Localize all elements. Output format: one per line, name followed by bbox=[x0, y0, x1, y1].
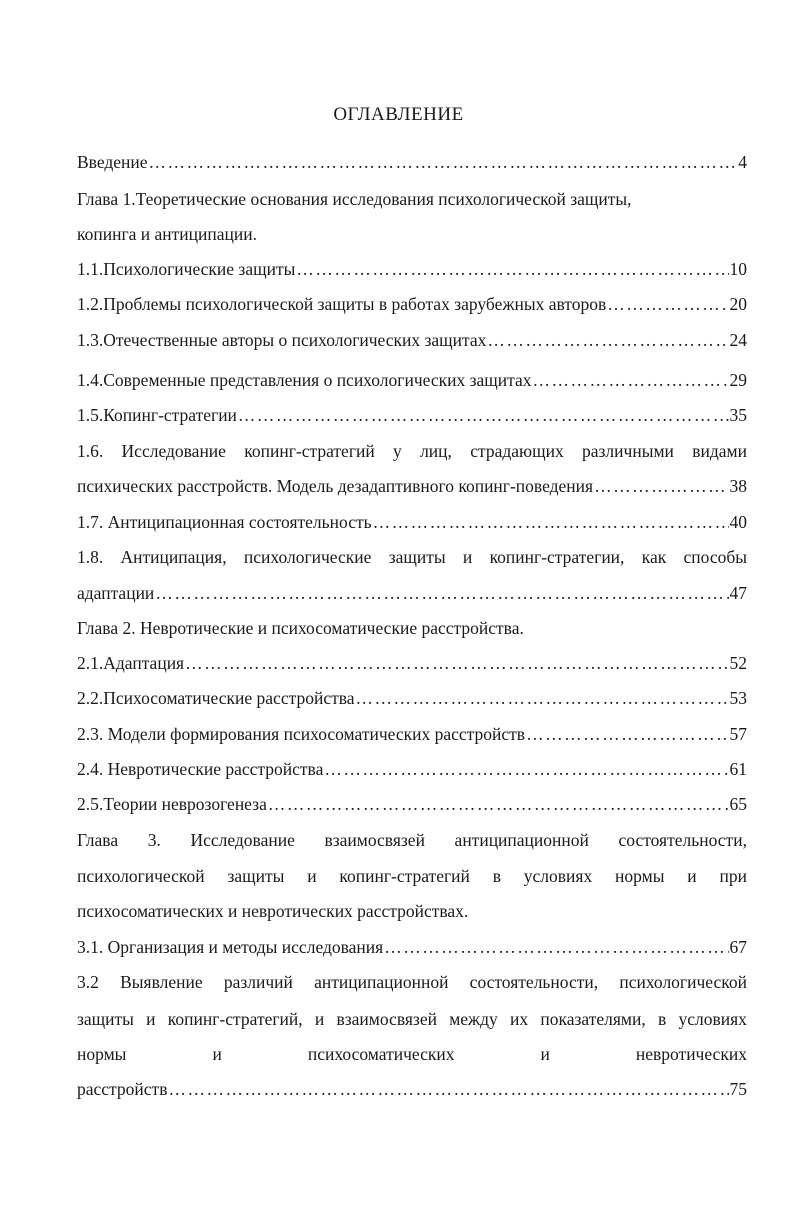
toc-entry-text: 2.1.Адаптация bbox=[77, 653, 185, 673]
toc-word: и bbox=[540, 1044, 550, 1064]
dot-leader bbox=[594, 474, 728, 498]
dot-leader bbox=[155, 581, 728, 605]
toc-word: защиты bbox=[227, 866, 285, 886]
toc-entry-1-6-line-2 bbox=[77, 474, 747, 498]
toc-word: условиях bbox=[523, 866, 593, 886]
dot-leader bbox=[356, 686, 729, 710]
toc-entry-text: 1.2.Проблемы психологической защиты в работах зарубежных авторов bbox=[77, 294, 607, 314]
toc-word: и bbox=[462, 547, 473, 567]
toc-page-number: 35 bbox=[729, 405, 747, 425]
toc-word: страдающих bbox=[470, 441, 564, 461]
toc-word: состоятельности, bbox=[618, 830, 747, 850]
toc-entry-text: 2.4. Невротические расстройства bbox=[77, 759, 324, 779]
dot-leader bbox=[373, 510, 729, 534]
toc-entry-text: 1.1.Психологические защиты bbox=[77, 259, 296, 279]
toc-word: антиципационной bbox=[314, 972, 449, 992]
dot-leader bbox=[607, 292, 728, 316]
toc-entry-1-8-line-2 bbox=[77, 581, 747, 605]
toc-chapter-1-title-line-2: копинга и антиципации. bbox=[77, 224, 257, 244]
toc-word: взаимосвязей bbox=[336, 1009, 437, 1029]
toc-page-number: 24 bbox=[729, 330, 747, 350]
toc-page-number: 61 bbox=[729, 759, 747, 779]
toc-word: нормы bbox=[615, 866, 665, 886]
dot-leader bbox=[296, 257, 728, 281]
toc-page-number: 38 bbox=[729, 476, 747, 496]
toc-page-number: 4 bbox=[738, 152, 747, 172]
toc-word: копинг-стратегии, bbox=[489, 547, 625, 567]
toc-entry-1-5 bbox=[77, 403, 747, 427]
toc-chapter-3-title-line-1 bbox=[77, 828, 747, 852]
toc-entry-2-4 bbox=[77, 757, 747, 781]
toc-entry-3-2-line-4 bbox=[77, 1077, 747, 1101]
dot-leader bbox=[268, 792, 729, 816]
toc-entry-3-2-line-1 bbox=[77, 970, 747, 994]
dot-leader bbox=[487, 328, 728, 352]
toc-entry-2-1 bbox=[77, 651, 747, 675]
toc-entry-1-3 bbox=[77, 328, 747, 352]
toc-entry-1-7 bbox=[77, 510, 747, 534]
toc-word: и bbox=[146, 1009, 156, 1029]
toc-word: защиты bbox=[77, 1009, 134, 1029]
toc-word: защиты bbox=[388, 547, 446, 567]
dot-leader bbox=[384, 935, 728, 959]
toc-word: при bbox=[719, 866, 747, 886]
toc-word: психологические bbox=[243, 547, 372, 567]
toc-word: психологической bbox=[619, 972, 747, 992]
toc-word: 1.8. bbox=[77, 547, 104, 567]
toc-entry-3-2-line-2 bbox=[77, 1007, 747, 1031]
toc-word: Выявление bbox=[120, 972, 203, 992]
toc-word: антиципационной bbox=[454, 830, 589, 850]
toc-entry-text: расстройств bbox=[77, 1079, 168, 1099]
toc-word: между bbox=[449, 1009, 498, 1029]
dot-leader bbox=[168, 1077, 728, 1101]
toc-word: в bbox=[657, 1009, 667, 1029]
toc-word: психосоматических bbox=[307, 1044, 455, 1064]
toc-word: копинг-стратегий bbox=[244, 441, 375, 461]
toc-page-number: 57 bbox=[729, 724, 747, 744]
toc-word: видами bbox=[692, 441, 747, 461]
toc-word: и bbox=[212, 1044, 222, 1064]
toc-word: и bbox=[687, 866, 697, 886]
toc-entry-intro bbox=[77, 150, 747, 174]
toc-entry-text: 2.2.Психосоматические расстройства bbox=[77, 688, 355, 708]
toc-entry-1-2 bbox=[77, 292, 747, 316]
toc-word: 3.2 bbox=[77, 972, 99, 992]
toc-entry-text: 1.5.Копинг-стратегии bbox=[77, 405, 237, 425]
toc-entry-2-5 bbox=[77, 792, 747, 816]
toc-entry-text: 2.3. Модели формирования психосоматических расстройств bbox=[77, 724, 526, 744]
toc-page-number: 10 bbox=[729, 259, 747, 279]
dot-leader bbox=[532, 368, 728, 392]
dot-leader bbox=[149, 150, 738, 174]
toc-chapter-3-title-line-3: психосоматических и невротических расстройствах. bbox=[77, 901, 469, 921]
toc-page-number: 40 bbox=[729, 512, 747, 532]
dot-leader bbox=[185, 651, 728, 675]
toc-word: показателями, bbox=[540, 1009, 646, 1029]
toc-word: психологической bbox=[77, 866, 205, 886]
toc-page-number: 29 bbox=[729, 370, 747, 390]
toc-entry-text: психических расстройств. Модель дезадаптивного копинг-поведения bbox=[77, 476, 594, 496]
toc-word: копинг-стратегий bbox=[339, 866, 470, 886]
toc-word: в bbox=[492, 866, 501, 886]
toc-entry-1-6-line-1 bbox=[77, 439, 747, 463]
toc-word: Исследование bbox=[121, 441, 226, 461]
toc-chapter-2-title: Глава 2. Невротические и психосоматические расстройства. bbox=[77, 618, 524, 638]
toc-page-number: 53 bbox=[729, 688, 747, 708]
toc-word: нормы bbox=[77, 1044, 127, 1064]
toc-word: и bbox=[314, 1009, 325, 1029]
toc-entry-3-2-line-3 bbox=[77, 1042, 747, 1066]
toc-page-number: 75 bbox=[729, 1079, 747, 1099]
toc-entry-2-3 bbox=[77, 722, 747, 746]
toc-page-number: 65 bbox=[729, 794, 747, 814]
toc-word: 3. bbox=[147, 830, 161, 850]
toc-word: различий bbox=[223, 972, 293, 992]
toc-word: Глава bbox=[77, 830, 119, 850]
toc-page-number: 47 bbox=[729, 583, 747, 603]
toc-word: способы bbox=[683, 547, 747, 567]
toc-word: Антиципация, bbox=[120, 547, 227, 567]
toc-entry-1-4 bbox=[77, 368, 747, 392]
toc-entry-text: 2.5.Теории неврозогенеза bbox=[77, 794, 267, 814]
toc-word: состоятельности, bbox=[469, 972, 599, 992]
toc-word: условиях bbox=[678, 1009, 747, 1029]
toc-page-number: 67 bbox=[729, 937, 747, 957]
toc-entry-text: Введение bbox=[77, 152, 148, 172]
toc-word: невротических bbox=[635, 1044, 747, 1064]
toc-word: как bbox=[641, 547, 667, 567]
toc-word: копинг-стратегий, bbox=[167, 1009, 303, 1029]
toc-entry-1-8-line-1 bbox=[77, 545, 747, 569]
toc-entry-text: 1.3.Отечественные авторы о психологических защитах bbox=[77, 330, 487, 350]
dot-leader bbox=[238, 403, 729, 427]
page-title: ОГЛАВЛЕНИЕ bbox=[333, 104, 464, 125]
toc-chapter-1-title-line-1: Глава 1.Теоретические основания исследования психологической защиты, bbox=[77, 189, 632, 209]
toc-page-number: 20 bbox=[729, 294, 747, 314]
toc-entry-1-1 bbox=[77, 257, 747, 281]
toc-word: у bbox=[393, 441, 402, 461]
dot-leader bbox=[526, 722, 728, 746]
toc-chapter-3-title-line-2 bbox=[77, 864, 747, 888]
toc-word: лиц, bbox=[420, 441, 452, 461]
toc-word: их bbox=[510, 1009, 529, 1029]
toc-word: 1.6. bbox=[77, 441, 104, 461]
toc-page-number: 52 bbox=[729, 653, 747, 673]
toc-entry-text: 1.7. Антиципационная состоятельность bbox=[77, 512, 372, 532]
dot-leader bbox=[324, 757, 728, 781]
toc-entry-3-1 bbox=[77, 935, 747, 959]
toc-entry-text: 3.1. Организация и методы исследования bbox=[77, 937, 384, 957]
toc-word: взаимосвязей bbox=[324, 830, 425, 850]
toc-word: различными bbox=[582, 441, 674, 461]
toc-entry-text: адаптации bbox=[77, 583, 155, 603]
toc-entry-2-2 bbox=[77, 686, 747, 710]
toc-word: Исследование bbox=[190, 830, 295, 850]
toc-entry-text: 1.4.Современные представления о психологических защитах bbox=[77, 370, 532, 390]
toc-word: и bbox=[307, 866, 317, 886]
